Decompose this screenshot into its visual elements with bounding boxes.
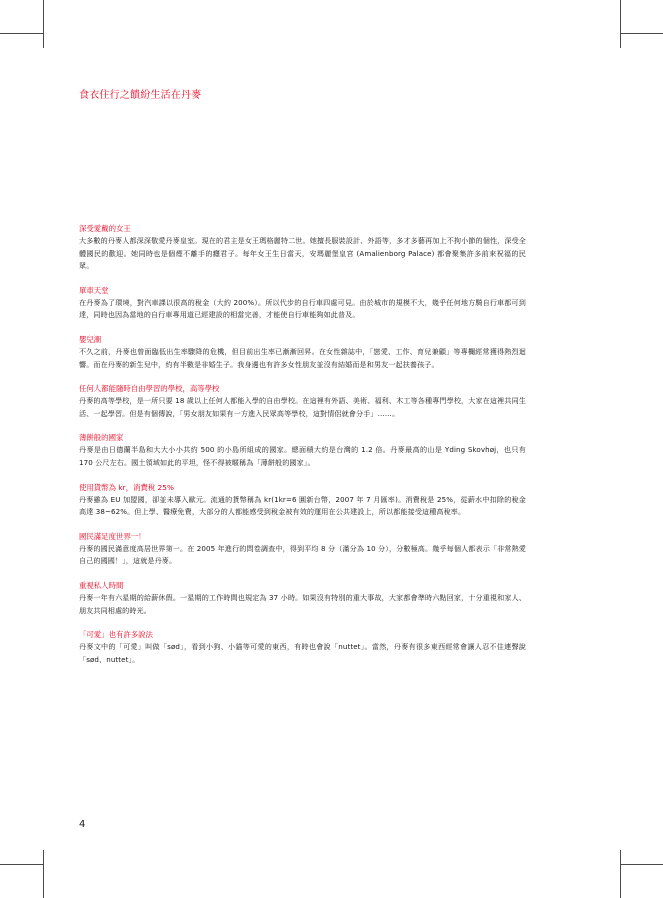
page-title: 食衣住行之饋紛生活在丹麥 <box>79 90 202 101</box>
section-paragraph: 不久之前，丹麥也曾面臨低出生率驟降的危機，但目前出生率已漸漸回昇。在女性雜誌中，「戀愛、工作、育兒兼顧」等專欄經常獲得熱烈迴響。而在丹麥的新生兒中，約有半數是非婚生子。我身邊也有許多女性朋友並沒有結婚而是和男友一起扶養孩子。 <box>79 346 526 369</box>
section-paragraph: 在丹麥為了環境，對汽車課以很高的稅金（大約 200%）。所以代步的自行車四處可見。由於城市的規模不大，幾乎任何地方騎自行車都可到達，同時也因為當地的自行車專用道已經建設的相當完善，才能使自行車能夠如此普及。 <box>79 297 526 320</box>
section-heading: 薄餅般的國家 <box>79 433 124 443</box>
crop-mark <box>620 0 621 48</box>
section-heading: 任何人都能隨時自由學習的學校，高等學校 <box>79 384 220 394</box>
crop-mark <box>620 33 663 34</box>
section-high-school <box>79 383 526 420</box>
section-heading: 深受愛戴的女王 <box>79 224 131 233</box>
crop-mark <box>0 864 43 865</box>
crop-mark <box>620 850 621 898</box>
section-heading: 嬰兒潮 <box>79 334 102 344</box>
section-queen <box>79 223 526 273</box>
section-heading: 使用貨幣為 kr，消費稅 25% <box>79 482 174 492</box>
section-baby-boom <box>79 334 526 371</box>
section-private-time <box>79 580 526 617</box>
section-paragraph: 丹麥雖為 EU 加盟國，卻並未導入歐元。流通的貨幣稱為 kr(1kr=6 圓新台幣，2007 年 7 月匯率)。消費稅是 25%，從薪水中扣除的稅金高達 38~62%。但上學、醫療免費，大部分的人都能感受到稅金被有效的運用在公共建設上，所以都能接受這種高稅率。 <box>79 494 526 517</box>
crop-mark <box>43 850 44 898</box>
page-number: 4 <box>79 819 86 830</box>
section-paragraph: 丹麥是由日德蘭半島和大大小小共約 500 的小島所組成的國家。總面積大約是台灣的 1.2 倍。丹麥最高的山是 Yding Skovhøj，也只有 170 公尺左右。國土領域如此的平坦，怪不得被暱稱為「薄餅般的國家」。 <box>79 445 526 467</box>
section-bicycle <box>79 285 526 322</box>
section-satisfaction <box>79 531 526 568</box>
crop-mark <box>43 0 44 48</box>
section-heading: 單車天堂 <box>79 285 109 295</box>
article-body <box>79 223 526 678</box>
section-paragraph: 丹麥一年有六星期的給薪休假。一星期的工作時間也規定為 37 小時。如果沒有特別的重大事故，大家都會準時六點回家，十分重視和家人、朋友共同相處的時光。 <box>79 592 526 615</box>
section-cute <box>79 629 526 666</box>
section-paragraph: 丹麥的國民滿意度高居世界第一。在 2005 年進行的問卷調查中，得到平均 8 分（滿分為 10 分），分數極高。幾乎每個人都表示「非常熱愛自己的國國！」，這就是丹麥。 <box>79 543 526 566</box>
section-heading: 國民滿足度世界一！ <box>79 531 146 541</box>
crop-mark <box>620 864 663 865</box>
crop-mark <box>0 33 43 34</box>
section-heading: 重視私人時間 <box>79 580 124 590</box>
section-flat-country <box>79 432 526 469</box>
section-paragraph: 丹麥文中的「可愛」叫做「sød」，看到小狗、小貓等可愛的東西，有時也會說「nuttet」。當然，丹麥有很多東西經常會讓人忍不住連聲說「sød、nuttet」。 <box>79 642 526 664</box>
section-heading: 「可愛」也有許多說法 <box>79 630 153 640</box>
section-paragraph: 大多數的丹麥人都深深敬愛丹麥皇室。現在的君主是女王瑪格麗特二世。她擅長服裝設計、外語等，多才多藝再加上不拘小節的個性，深受全體國民的歡迎。她同時也是個煙不離手的癮君子。每年女王生日當天，安瑪麗堡皇宮 (Amalienborg Palace) 都會聚集許多前來祝福的民眾。 <box>79 236 526 271</box>
section-paragraph: 丹麥的高等學校，是一所只要 18 歲以上任何人都能入學的自由學校。在這裡有外語、美術、福利、木工等各種專門學校，大家在這裡共同生活、一起學習。但是有個傳說，「男女朋友如果有一方進入民眾高等學校，這對情侶就會分手」……。 <box>79 396 526 418</box>
section-currency <box>79 482 526 519</box>
